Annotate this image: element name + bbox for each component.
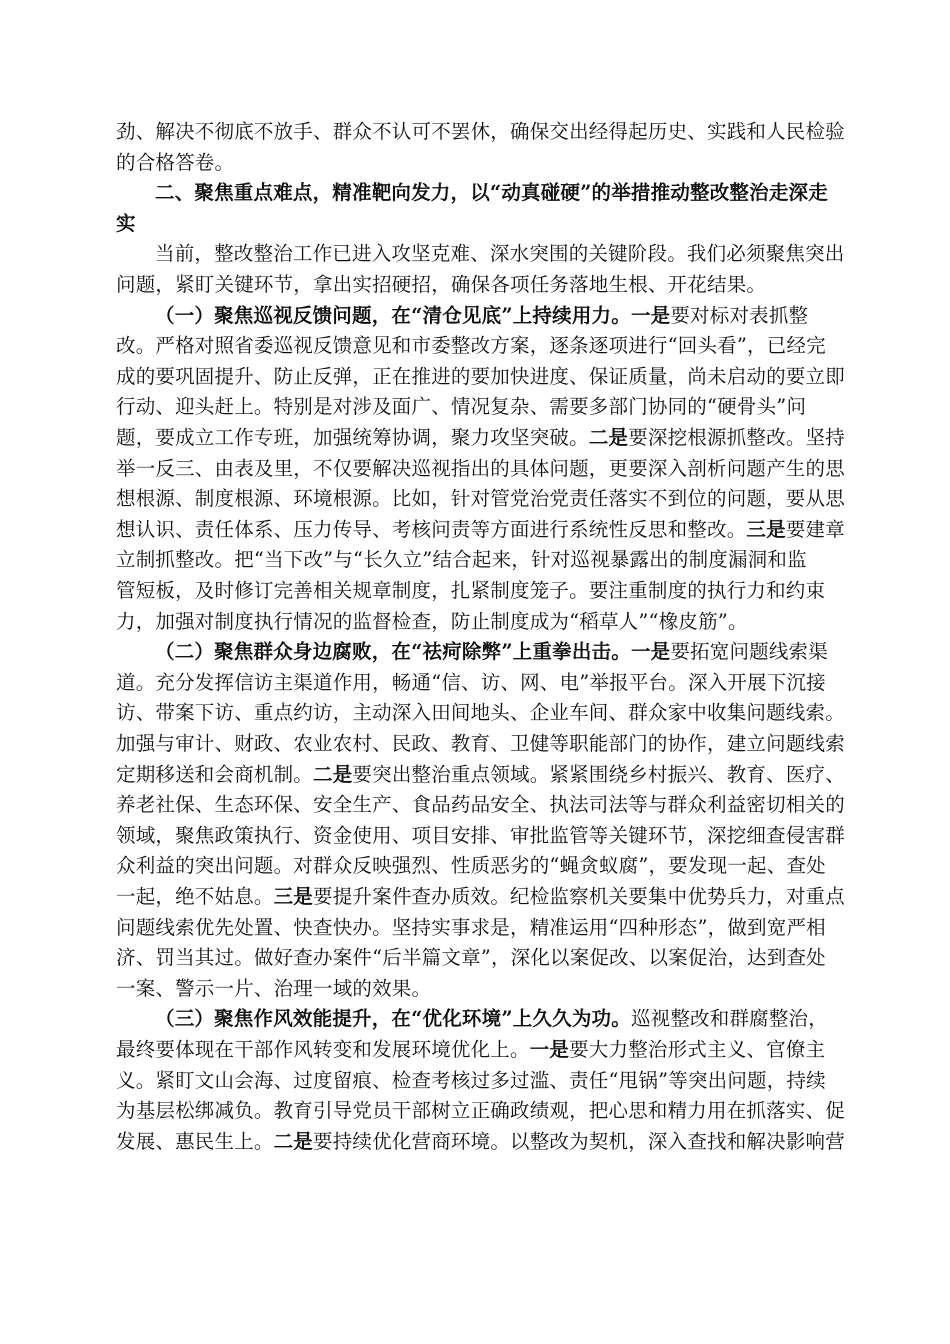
text-line: 一案、警示一片、治理一域的效果。 xyxy=(116,976,432,1000)
text-line: 的合格答卷。 xyxy=(116,150,235,174)
bold-text-run: （二）聚焦群众身边腐败，在“祛疴除弊”上重拳出击。 xyxy=(155,640,631,664)
text-line: 道。充分发挥信访主渠道作用，畅通“信、访、网、电”举报平台。深入开展下沉接 xyxy=(116,670,826,694)
text-line: 养老社保、生态环保、安全生产、食品药品安全、执法司法等与群众利益密切相关的 xyxy=(116,793,845,817)
text-run: 要对标对表抓整 xyxy=(670,303,809,327)
text-line: 济、罚当其过。做好查办案件“后半篇文章”，深化以案促改、以案促治，达到查处 xyxy=(116,946,826,970)
text-line xyxy=(155,1004,836,1034)
text-line xyxy=(116,1035,836,1065)
text-line xyxy=(155,301,836,331)
text-run: 要大力整治形式主义、官僚主 xyxy=(569,1038,826,1061)
bold-text-run: 二是 xyxy=(313,762,353,786)
text-line: 想根源、制度根源、环境根源。比如，针对管党治党责任落实不到位的问题，要从思 xyxy=(116,487,845,511)
text-run: 想认识、责任体系、压力传导、考核问责等方面进行系统性反思和整改。 xyxy=(116,517,747,541)
text-line xyxy=(116,423,845,453)
bold-text-run: 三是 xyxy=(273,885,314,908)
bold-text-run: 一是 xyxy=(630,640,671,664)
text-line: 举一反三、由表及里，不仅要解决巡视指出的具体问题，更要深入剖析问题产生的思 xyxy=(116,456,845,480)
text-line: 行动、迎头赶上。特别是对涉及面广、情况复杂、需要多部门协同的“硬骨头”问 xyxy=(116,395,807,419)
text-run: 发展、惠民生上。 xyxy=(116,1129,274,1153)
text-line xyxy=(116,515,845,545)
bold-text-run: （一）聚焦巡视反馈问题，在“清仓见底”上持续用力。 xyxy=(155,303,631,327)
text-line: 问题，紧盯关键环节，拿出实招硬招，确保各项任务落地生根、开花结果。 xyxy=(116,273,767,296)
text-line: 众利益的突出问题。对群众反映强烈、性质恶劣的“蝇贪蚁腐”，要发现一起、查处 xyxy=(116,854,826,878)
text-line: 当前，整改整治工作已进入攻坚克难、深水突围的关键阶段。我们必须聚焦突出 xyxy=(155,242,845,266)
text-line: 访、带案下访、重点约访，主动深入田间地头、企业车间、群众家中收集问题线索。 xyxy=(116,701,845,725)
text-run: 巡视整改和群腐整治， xyxy=(630,1007,828,1031)
text-line: 管短板，及时修订完善相关规章制度，扎紧制度笼子。要注重制度的执行力和约束 xyxy=(116,579,826,602)
text-line: 加强与审计、财政、农业农村、民政、教育、卫健等职能部门的协作，建立问题线索 xyxy=(116,732,845,755)
text-run: 要提升案件查办质效。纪检监察机关要集中优势兵力，对重点 xyxy=(313,885,845,908)
text-line xyxy=(116,760,845,790)
text-run: 要突出整治重点领域。紧紧围绕乡村振兴、教育、医疗、 xyxy=(352,762,845,786)
text-run: 定期移送和会商机制。 xyxy=(116,762,314,786)
text-run: 要拓宽问题线索渠 xyxy=(670,640,828,664)
text-line xyxy=(155,637,836,667)
bold-text-run: 二是 xyxy=(273,1129,314,1153)
text-line: 劲、解决不彻底不放手、群众不认可不罢休，确保交出经得起历史、实践和人民检验 xyxy=(116,120,845,143)
text-run: 要持续优化营商环境。以整改为契机，深入查找和解决影响营 xyxy=(313,1129,845,1153)
text-run: 题，要成立工作专班，加强统筹协调，聚力攻坚突破。 xyxy=(116,426,589,449)
text-line: 实 xyxy=(116,211,136,235)
text-line: 改。严格对照省委巡视反馈意见和市委整改方案，逐条逐项进行“回头看”，已经完 xyxy=(116,334,826,358)
text-run: 最终要体现在干部作风转变和发展环境优化上。 xyxy=(116,1038,530,1061)
text-line: 义。紧盯文山会海、过度留痕、检查考核过多过滥、责任“甩锅”等突出问题，持续 xyxy=(116,1068,826,1092)
text-line: 二、聚焦重点难点，精准靶向发力，以“动真碰硬”的举措推动整改整治走深走 xyxy=(155,181,828,205)
bold-text-run: 三是 xyxy=(746,517,786,541)
text-line: 力，加强对制度执行情况的监督检查，防止制度成为“稻草人”“橡皮筋”。 xyxy=(116,609,748,633)
text-line: 立制抓整改。把“当下改”与“长久立”结合起来，针对巡视暴露出的制度漏洞和监 xyxy=(116,548,807,572)
text-line: 问题线索优先处置、快查快办。坚持实事求是，精准运用“四种形态”，做到宽严相 xyxy=(116,915,826,939)
bold-text-run: 一是 xyxy=(630,303,671,327)
text-line xyxy=(116,882,845,912)
text-run: 一起，绝不姑息。 xyxy=(116,885,274,908)
bold-text-run: 一是 xyxy=(529,1038,570,1061)
text-run: 要深挖根源抓整改。坚持 xyxy=(628,426,845,449)
text-line: 为基层松绑减负。教育引导党员干部树立正确政绩观，把心思和精力用在抓落实、促 xyxy=(116,1099,845,1123)
text-line xyxy=(116,1127,845,1157)
bold-text-run: 二是 xyxy=(588,426,629,449)
text-run: 要建章 xyxy=(785,517,845,541)
bold-text-run: （三）聚焦作风效能提升，在“优化环境”上久久为功。 xyxy=(155,1007,631,1031)
text-line: 成的要巩固提升、防止反弹，正在推进的要加快进度、保证质量，尚未启动的要立即 xyxy=(116,364,845,388)
text-line: 领域，聚焦政策执行、资金使用、项目安排、审批监管等关键环节，深挖细查侵害群 xyxy=(116,823,845,847)
